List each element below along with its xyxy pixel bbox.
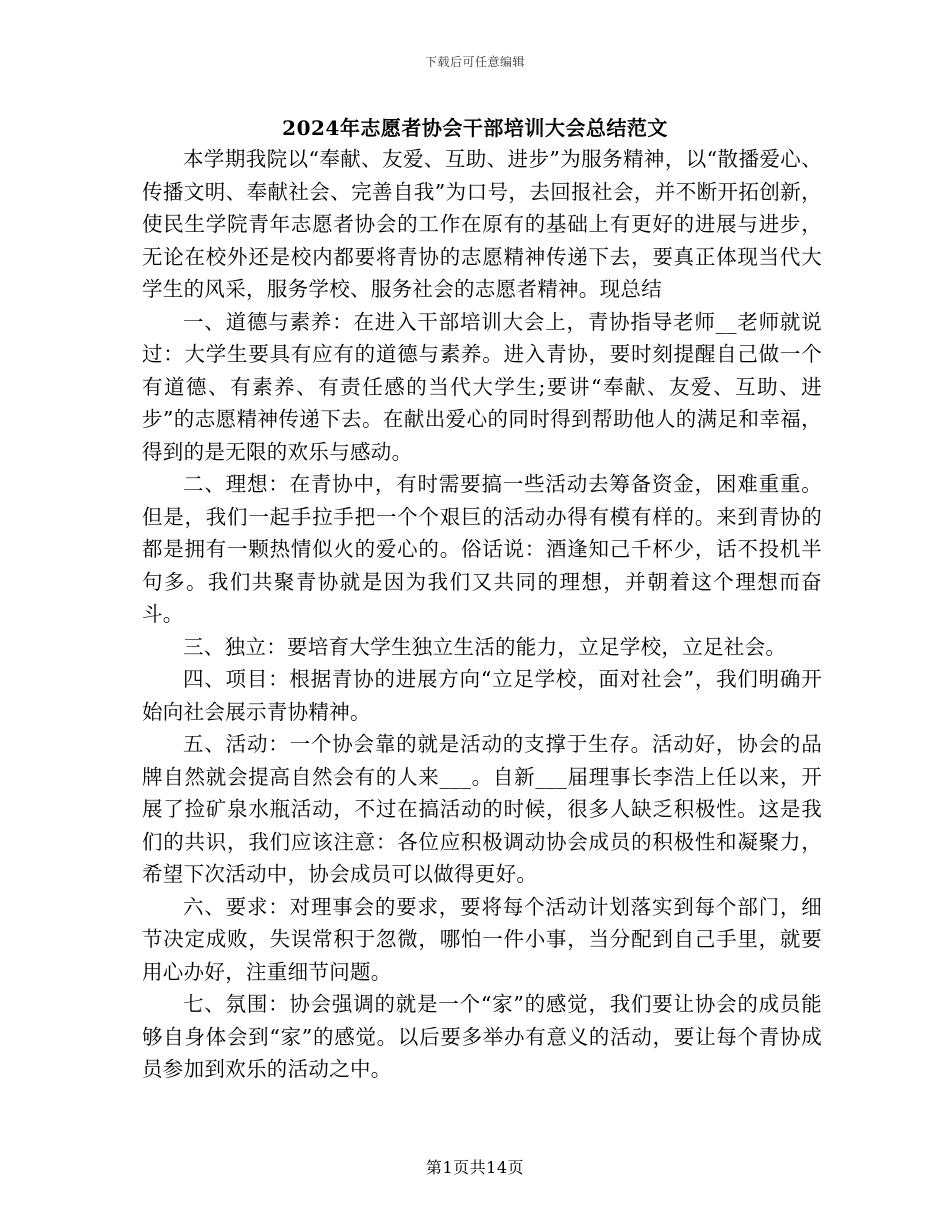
paragraph-project: 四、项目：根据青协的进展方向“立足学校，面对社会”，我们明确开始向社会展示青协精神。 bbox=[142, 667, 822, 724]
paragraph-intro: 本学期我院以“奉献、友爱、互助、进步”为服务精神，以“散播爱心、传播文明、奉献社会、完善自我”为口号，去回报社会，并不断开拓创新，使民生学院青年志愿者协会的工作在原有的基础上有更好的进展与进步，无论在校外还是校内都要将青协的志愿精神传递下去，要真正体现当代大学生的风采，服务学校、服务社会的志愿者精神。现总结 bbox=[142, 147, 822, 301]
page-number: 第1页共14页 bbox=[425, 1158, 525, 1177]
paragraph-morality: 一、道德与素养：在进入干部培训大会上，青协指导老师__老师就说过：大学生要具有应有的道德与素养。进入青协，要时刻提醒自己做一个有道德、有素养、有责任感的当代大学生;要讲“奉献、友爱、互助、进步”的志愿精神传递下去。在献出爱心的同时得到帮助他人的满足和幸福，得到的是无限的欢乐与感动。 bbox=[142, 309, 822, 464]
paragraph-activity: 五、活动：一个协会靠的就是活动的支撑于生存。活动好，协会的品牌自然就会提高自然会有的人来___。自新___届理事长李浩上任以来，开展了捡矿泉水瓶活动，不过在搞活动的时候，很多人缺乏积极性。这是我们的共识，我们应该注意：各位应积极调动协会成员的积极性和凝聚力，希望下次活动中，协会成员可以做得更好。 bbox=[142, 732, 822, 886]
paragraph-independence: 三、独立：要培育大学生独立生活的能力，立足学校，立足社会。 bbox=[183, 634, 787, 659]
document-title: 2024年志愿者协会干部培训大会总结范文 bbox=[282, 116, 668, 140]
document-body bbox=[142, 143, 822, 1086]
paragraph-atmosphere: 七、氛围：协会强调的就是一个“家”的感觉，我们要让协会的成员能够自身体会到“家”的感觉。以后要多举办有意义的活动，要让每个青协成员参加到欢乐的活动之中。 bbox=[142, 992, 822, 1081]
paragraph-requirement: 六、要求：对理事会的要求，要将每个活动计划落实到每个部门，细节决定成败，失误常积于忽微，哪怕一件小事，当分配到自己手里，就要用心办好，注重细节问题。 bbox=[142, 894, 822, 984]
paragraph-ideal: 二、理想：在青协中，有时需要搞一些活动去筹备资金，困难重重。但是，我们一起手拉手把一个个艰巨的活动办得有模有样的。来到青协的都是拥有一颗热情似火的爱心的。俗话说：酒逢知己千杯少，话不投机半句多。我们共聚青协就是因为我们又共同的理想，并朝着这个理想而奋斗。 bbox=[142, 472, 822, 626]
download-note: 下载后可任意编辑 bbox=[424, 55, 525, 69]
